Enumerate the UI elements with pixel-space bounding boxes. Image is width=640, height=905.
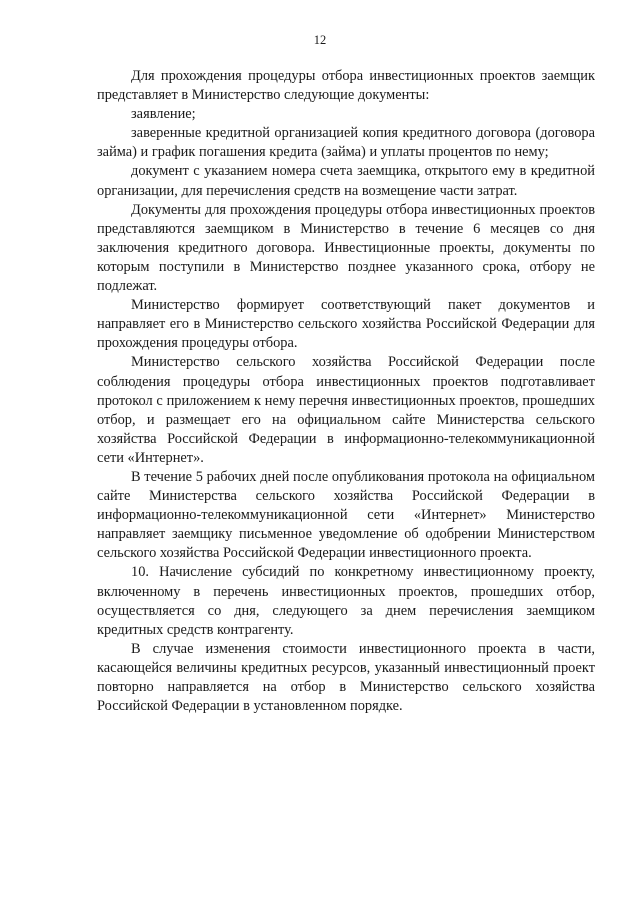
paragraph-documents-intro: Для прохождения процедуры отбора инвестиционных проектов заемщик представляет в Министерство следующие документы: xyxy=(97,68,595,104)
paragraph-account-document: документ с указанием номера счета заемщика, открытого ему в кредитной организации, для перечисления средств на возмещение части затрат. xyxy=(97,163,595,199)
page-number: 12 xyxy=(313,33,327,47)
paragraph-notification: В течение 5 рабочих дней после опубликования протокола на официальном сайте Министерства сельского хозяйства Российской Федерации в информационно-телекоммуникационной сети «Интернет» Министерство направляет заемщику письменное уведомление об одобрении Министерством сельского хозяйства Российской Федерации инвестиционного проекта. xyxy=(97,468,595,562)
document-body xyxy=(97,67,595,716)
paragraph-protocol: Министерство сельского хозяйства Российской Федерации после соблюдения процедуры отбора инвестиционных проектов подготавливает протокол с приложением к нему перечня инвестиционных проектов, прошедших отбор, и размещает его на официальном сайте Министерства сельского хозяйства Российской Федерации в информационно-телекоммуникационной сети «Интернет». xyxy=(97,354,595,466)
paragraph-subsidy-accrual: 10. Начисление субсидий по конкретному инвестиционному проекту, включенному в перечень инвестиционных проектов, прошедших отбор, осуществляется со дня, следующего за днем перечисления заемщиком кредитных средств контрагенту. xyxy=(97,564,595,638)
paragraph-package-forming: Министерство формирует соответствующий пакет документов и направляет его в Министерство сельского хозяйства Российской Федерации для прохождения процедуры отбора. xyxy=(97,297,595,352)
paragraph-loan-copy: заверенные кредитной организацией копия кредитного договора (договора займа) и график погашения кредита (займа) и уплаты процентов по нему; xyxy=(97,125,595,161)
paragraph-application: заявление; xyxy=(131,106,196,123)
paragraph-submission-deadline: Документы для прохождения процедуры отбора инвестиционных проектов представляются заемщиком в Министерство в течение 6 месяцев со дня заключения кредитного договора. Инвестиционные проекты, документы по которым поступили в Министерство позднее указанного срока, отбору не подлежат. xyxy=(97,201,595,295)
paragraph-cost-change: В случае изменения стоимости инвестиционного проекта в части, касающейся величины кредитных ресурсов, указанный инвестиционный проект повторно направляется на отбор в Министерство сельского хозяйства Российской Федерации в установленном порядке. xyxy=(97,640,595,715)
